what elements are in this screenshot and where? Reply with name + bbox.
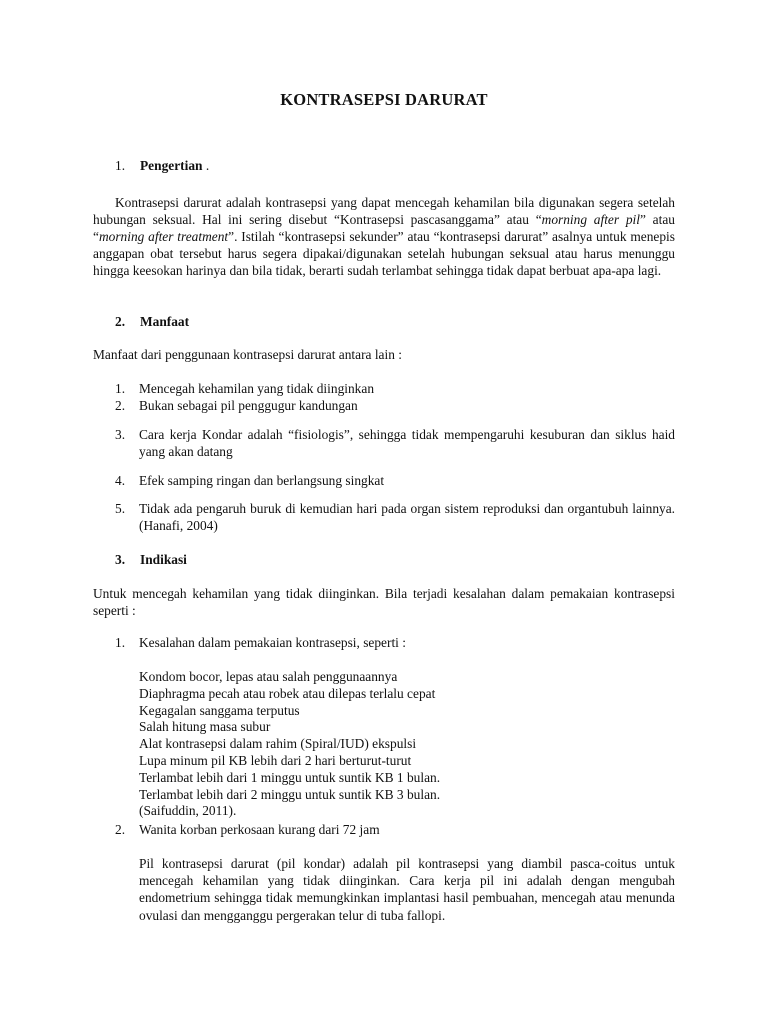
sublist-item: Terlambat lebih dari 1 minggu untuk suntik KB 1 bulan.: [139, 769, 441, 785]
pengertian-text-1: Kontrasepsi darurat adalah kontrasepsi yang dapat mencegah kehamilan bila digunakan segera setelah hubungan seksual. Hal ini sering disebut “Kontrasepsi pascasanggama” atau “: [93, 195, 675, 227]
list-item: [115, 821, 675, 838]
pengertian-paragraph: [93, 194, 675, 279]
section-title-suffix: .: [202, 158, 210, 173]
indikasi-intro: Untuk mencegah kehamilan yang tidak diinginkan. Bila terjadi kesalahan dalam pemakaian kontrasepsi seperti :: [93, 586, 675, 618]
sublist-item: Salah hitung masa subur: [139, 719, 271, 735]
list-item-text: Mencegah kehamilan yang tidak diinginkan: [139, 381, 375, 396]
section-title: Indikasi: [140, 552, 187, 567]
sublist-item: Alat kontrasepsi dalam rahim (Spiral/IUD) ekspulsi: [139, 736, 417, 752]
list-item-text: Bukan sebagai pil penggugur kandungan: [139, 398, 358, 413]
indikasi-list-item-1: [115, 634, 675, 651]
list-item-number: 2.: [115, 822, 126, 837]
list-item-number: 1.: [115, 635, 126, 650]
list-item-text: Kesalahan dalam pemakaian kontrasepsi, seperti :: [139, 635, 406, 650]
sublist-item: Terlambat lebih dari 2 minggu untuk suntik KB 3 bulan.: [139, 786, 441, 802]
list-item: [115, 472, 675, 489]
section-title: Manfaat: [140, 314, 190, 329]
list-item-text: Cara kerja Kondar adalah “fisiologis”, sehingga tidak mempengaruhi kesuburan dan siklus haid yang akan datang: [139, 427, 675, 459]
list-item-text: Tidak ada pengaruh buruk di kemudian hari pada organ sistem reproduksi dan organtubuh lainnya. (Hanafi, 2004): [139, 501, 675, 533]
pengertian-italic-2: morning after treatment: [98, 229, 229, 244]
section-heading-manfaat: [115, 313, 189, 330]
list-item: [115, 634, 675, 651]
list-item-text: Wanita korban perkosaan kurang dari 72 jam: [139, 822, 380, 837]
pengertian-italic-1: morning after pil: [541, 212, 640, 227]
section-number: 1.: [115, 158, 126, 173]
indikasi-paragraph: Pil kontrasepsi darurat (pil kondar) adalah pil kontrasepsi yang diambil pasca-coitus untuk mencegah kehamilan yang tidak diinginkan. Cara kerja pil ini adalah dengan mengubah endometrium sehingga tidak memungkinkan implantasi hasil pembuahan, mencegah atau menunda ovulasi dan mengganggu pergerakan telur di tuba fallopi.: [139, 856, 675, 923]
list-item-number: 1.: [115, 381, 126, 396]
manfaat-intro: Manfaat dari penggunaan kontrasepsi darurat antara lain :: [93, 347, 402, 362]
list-item: [115, 397, 675, 414]
indikasi-list-item-2: [115, 821, 675, 838]
sublist-item: Kondom bocor, lepas atau salah penggunaannya: [139, 669, 398, 684]
section-title: Pengertian: [140, 158, 203, 173]
list-item-number: 4.: [115, 473, 126, 488]
list-item: [115, 380, 675, 397]
list-item-number: 5.: [115, 501, 126, 516]
manfaat-list-cont: [115, 426, 675, 460]
list-item-text: Efek samping ringan dan berlangsung singkat: [139, 473, 385, 488]
list-item-number: 3.: [115, 427, 126, 442]
document-title: KONTRASEPSI DARURAT: [280, 90, 488, 109]
list-item: [115, 426, 675, 460]
document-page: [93, 0, 675, 1024]
sublist-item: (Saifuddin, 2011).: [139, 803, 237, 819]
sublist-item: Diaphragma pecah atau robek atau dilepas terlalu cepat: [139, 685, 436, 701]
list-item: [115, 500, 675, 534]
manfaat-list-cont-3: [115, 500, 675, 534]
pengertian-text-3: ”. Istilah “kontrasepsi sekunder” atau “kontrasepsi darurat” asalnya untuk menepis anggapan obat tersebut harus segera dipakai/digunakan setelah hubungan seksual atau harus menunggu hingga keesokan harinya dan bila tidak, berarti sudah terlambat sehingga tidak dapat berbuat apa-apa lagi.: [93, 229, 675, 278]
manfaat-list-cont-2: [115, 472, 675, 489]
pengertian-text-2: ” atau “: [93, 212, 675, 244]
manfaat-list: [115, 380, 675, 414]
sublist-item: Lupa minum pil KB lebih dari 2 hari berturut-turut: [139, 752, 412, 768]
section-heading-pengertian: [115, 157, 209, 174]
section-number: 3.: [115, 552, 126, 567]
section-heading-indikasi: [115, 551, 187, 568]
list-item-number: 2.: [115, 398, 126, 413]
indikasi-sublist: [139, 669, 675, 820]
sublist-item: Kegagalan sanggama terputus: [139, 702, 300, 718]
section-number: 2.: [115, 314, 126, 329]
